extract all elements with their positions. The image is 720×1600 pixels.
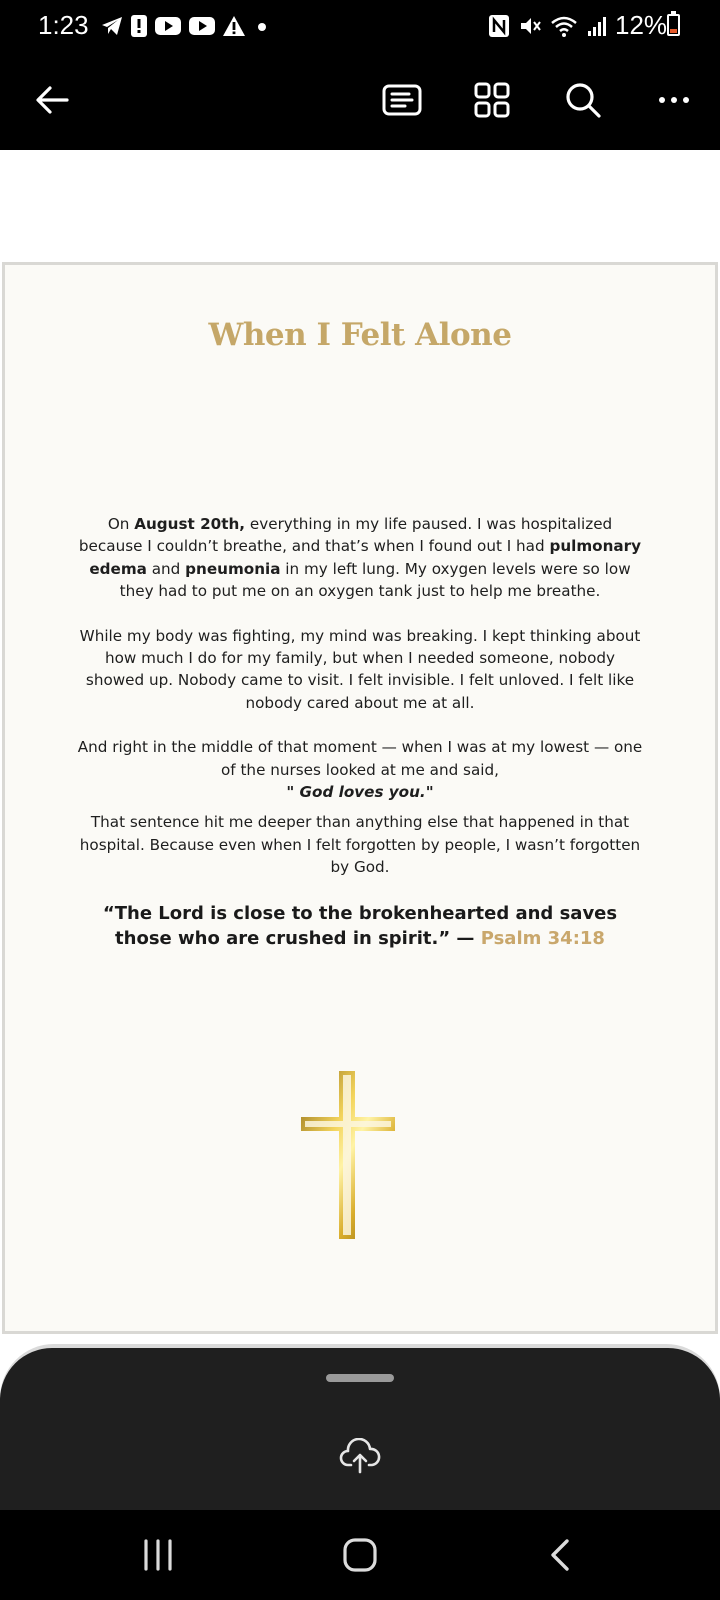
app-toolbar	[0, 52, 720, 150]
status-bar	[0, 0, 720, 52]
scripture-reference: Psalm 34:18	[480, 927, 605, 949]
status-left-icons	[100, 13, 272, 39]
cross-icon	[297, 1069, 399, 1241]
upload-button[interactable]	[336, 1432, 384, 1480]
home-button[interactable]	[330, 1530, 390, 1580]
paragraph-3: And right in the middle of that moment — when I was at my lowest — one of the nurses looked at me and said, " God loves you."	[77, 738, 643, 802]
god-loves-you-emphasis: " God loves you."	[286, 783, 434, 802]
telegram-icon	[100, 15, 124, 37]
upload-cloud-icon	[339, 1438, 381, 1474]
system-nav-bar	[0, 1510, 720, 1600]
recent-apps-icon	[141, 1539, 175, 1571]
home-icon	[342, 1537, 378, 1573]
wifi-icon	[550, 14, 578, 38]
bottom-sheet[interactable]	[0, 1348, 720, 1510]
paragraph-4: That sentence hit me deeper than anything else that happened in that hospital. Because even when I felt forgotten by people, I wasn’t forgotten by God.	[79, 813, 641, 877]
reading-mode-button[interactable]	[372, 70, 432, 130]
battery-percent: 12%	[615, 10, 668, 40]
sheet-drag-handle[interactable]	[326, 1374, 394, 1382]
warning-icon	[222, 15, 246, 37]
status-time: 1:23	[38, 10, 89, 40]
status-right-icons	[488, 13, 610, 39]
paragraph-2: While my body was fighting, my mind was breaking. I kept thinking about how much I do for my family, but when I needed someone, nobody showed up. Nobody came to visit. I felt invisible. I felt unloved. I felt like nobody cared about me at all.	[79, 626, 641, 712]
reading-mode-icon	[382, 84, 422, 116]
nfc-icon	[488, 14, 510, 38]
scripture-quote: “The Lord is close to the brokenhearted and saves those who are crushed in spirit.” — Psalm 34:18	[102, 902, 618, 949]
grid-view-icon	[474, 82, 510, 118]
back-button[interactable]	[22, 70, 82, 130]
notification-icon	[130, 14, 148, 38]
more-options-button[interactable]	[644, 70, 704, 130]
recent-apps-button[interactable]	[128, 1530, 188, 1580]
battery-icon	[667, 14, 680, 36]
nav-back-button[interactable]	[530, 1530, 590, 1580]
document-body	[75, 513, 645, 951]
youtube-icon	[188, 15, 216, 37]
back-icon	[548, 1538, 572, 1572]
dot-icon	[252, 15, 272, 37]
paragraph-1: On August 20th, everything in my life paused. I was hospitalized because I couldn’t breathe, and that’s when I found out I had pulmonary edema and pneumonia in my left lung. My oxygen levels were so low they had to put me on an oxygen tank just to help me breathe.	[78, 515, 642, 601]
signal-icon	[586, 14, 610, 38]
youtube-icon	[154, 15, 182, 37]
more-options-icon	[658, 95, 690, 105]
page-title: When I Felt Alone	[208, 317, 512, 353]
back-arrow-icon	[35, 85, 69, 115]
search-button[interactable]	[553, 70, 613, 130]
document-page[interactable]	[2, 262, 718, 1334]
search-icon	[564, 81, 602, 119]
grid-view-button[interactable]	[462, 70, 522, 130]
mute-icon	[518, 14, 542, 38]
